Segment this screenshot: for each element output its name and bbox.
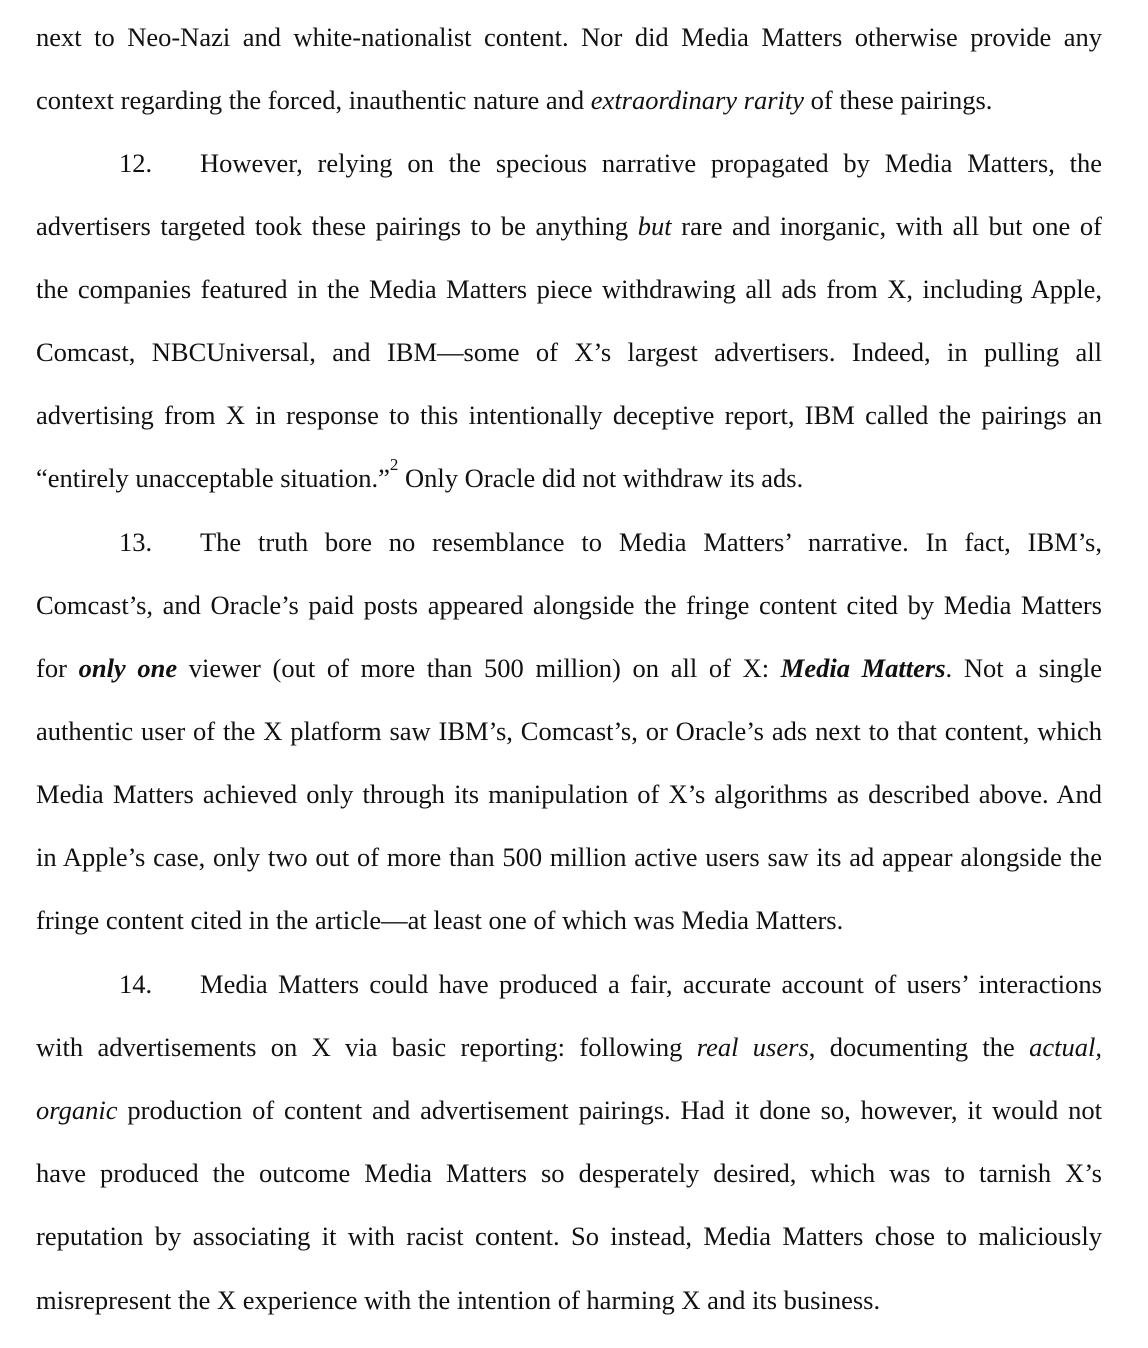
paragraph-14-line-3: organic production of content and advertisement pairings. Had it done so, however, it would not <box>36 1095 1103 1125</box>
paragraph-13-line-5: Media Matters achieved only through its manipulation of X’s algorithms as described above. And <box>36 779 1102 809</box>
paragraph-11-line-1: next to Neo-Nazi and white-nationalist content. Nor did Media Matters otherwise provide any <box>36 22 1102 52</box>
paragraph-14-line-5: reputation by associating it with racist content. So instead, Media Matters chose to maliciously <box>36 1221 1102 1251</box>
paragraph-14-line-6: misrepresent the X experience with the intention of harming X and its business. <box>36 1285 881 1315</box>
paragraph-number: 14. <box>119 969 153 999</box>
paragraph-14-line-4: have produced the outcome Media Matters so desperately desired, which was to tarnish X’s <box>36 1158 1102 1188</box>
paragraph-13-line-7: fringe content cited in the article—at least one of which was Media Matters. <box>36 905 844 935</box>
paragraph-12-line-3: the companies featured in the Media Matters piece withdrawing all ads from X, including Apple, <box>36 274 1102 304</box>
paragraph-13-line-4: authentic user of the X platform saw IBM’s, Comcast’s, or Oracle’s ads next to that content, which <box>36 716 1102 746</box>
paragraph-12-line-5: advertising from X in response to this intentionally deceptive report, IBM called the pairings an <box>36 400 1102 430</box>
paragraph-14-line-1: 14. Media Matters could have produced a fair, accurate account of users’ interactions <box>36 964 1102 1004</box>
paragraph-14-line-2: with advertisements on X via basic reporting: following real users, documenting the actual, <box>36 1032 1103 1062</box>
paragraph-12-line-6: “entirely unacceptable situation.”$^2$ Only Oracle did not withdraw its ads. <box>36 455 804 493</box>
footnote-reference[interactable]: 2 <box>389 455 399 474</box>
paragraph-13-line-6: in Apple’s case, only two out of more than 500 million active users saw its ad appear alongside the <box>36 842 1102 872</box>
paragraph-12-line-4: Comcast, NBCUniversal, and IBM—some of X’s largest advertisers. Indeed, in pulling all <box>36 337 1102 367</box>
paragraph-12-line-2: advertisers targeted took these pairings to be anything but rare and inorganic, with all but one of <box>36 211 1102 241</box>
emphasis-phrase: Media Matters <box>780 653 946 683</box>
paragraph-13-line-1: 13. The truth bore no resemblance to Media Matters’ narrative. In fact, IBM’s, <box>36 522 1102 562</box>
paragraph-number: 13. <box>119 527 153 557</box>
paragraph-13-line-3: for only one viewer (out of more than 500 million) on all of X: Media Matters. Not a single <box>36 653 1102 683</box>
italic-phrase: real users <box>696 1032 809 1062</box>
paragraph-number: 12. <box>119 148 153 178</box>
paragraph-12-line-1: 12. However, relying on the specious narrative propagated by Media Matters, the <box>36 143 1102 183</box>
italic-phrase: organic <box>36 1095 118 1125</box>
emphasis-phrase: only one <box>78 653 178 683</box>
italic-phrase: extraordinary rarity <box>590 85 805 115</box>
italic-phrase: but <box>637 211 672 241</box>
italic-phrase: actual, <box>1029 1032 1103 1062</box>
paragraph-11-line-2: context regarding the forced, inauthentic nature and extraordinary rarity of these pairings. <box>36 85 993 115</box>
paragraph-13-line-2: Comcast’s, and Oracle’s paid posts appeared alongside the fringe content cited by Media Matters <box>36 590 1102 620</box>
